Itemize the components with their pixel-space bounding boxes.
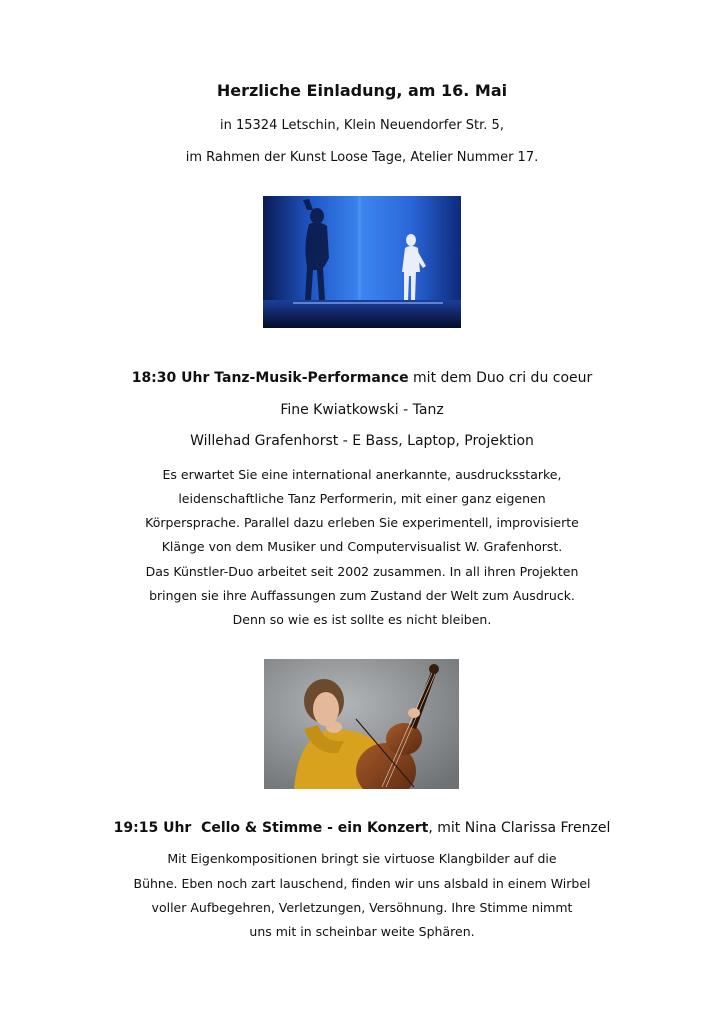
concert-time-title: 19:15 Uhr Cello & Stimme - ein Konzert (113, 820, 429, 836)
concert-description-line: Bühne. Eben noch zart lauschend, finden wir uns alsbald in einem Wirbel (133, 876, 591, 891)
concert-title-rest: , mit Nina Clarissa Frenzel (428, 820, 611, 836)
performance-description-line: Denn so wie es ist sollte es nicht bleiben. (232, 612, 492, 627)
cellist-image (264, 659, 459, 789)
concert-description-line: Mit Eigenkompositionen bringt sie virtuose Klangbilder auf die (167, 851, 557, 866)
performance-description-line: Das Künstler-Duo arbeitet seit 2002 zusammen. In all ihren Projekten (145, 564, 579, 579)
performance-time-title: 18:30 Uhr Tanz-Musik-Performance (131, 370, 409, 386)
performance-title-rest: mit dem Duo cri du coeur (408, 370, 593, 386)
dance-performance-image (263, 196, 461, 328)
cellist-photo (264, 659, 459, 789)
performance-description-line: Körpersprache. Parallel dazu erleben Sie experimentell, improvisierte (145, 515, 579, 530)
performance-description-line: Klänge von dem Musiker und Computervisualist W. Grafenhorst. (161, 539, 563, 554)
page-title: Herzliche Einladung, am 16. Mai (216, 81, 508, 100)
artist-dance: Fine Kwiatkowski - Tanz (280, 402, 444, 418)
performance-description-line: Es erwartet Sie eine international anerkannte, ausdrucksstarke, (162, 467, 562, 482)
artist-music: Willehad Grafenhorst - E Bass, Laptop, Projektion (190, 433, 534, 449)
concert-heading (0, 820, 724, 836)
performance-description-line: leidenschaftliche Tanz Performerin, mit einer ganz eigenen (178, 491, 546, 506)
dance-performance-photo (263, 196, 461, 328)
concert-description-line: voller Aufbegehren, Verletzungen, Versöhnung. Ihre Stimme nimmt (151, 900, 573, 915)
context-line: im Rahmen der Kunst Loose Tage, Atelier Nummer 17. (185, 150, 539, 165)
performance-description-line: bringen sie ihre Auffassungen zum Zustand der Welt zum Ausdruck. (149, 588, 575, 603)
performance-heading (0, 370, 724, 386)
concert-description-line: uns mit in scheinbar weite Sphären. (249, 924, 475, 939)
address-line: in 15324 Letschin, Klein Neuendorfer Str. 5, (220, 118, 504, 133)
